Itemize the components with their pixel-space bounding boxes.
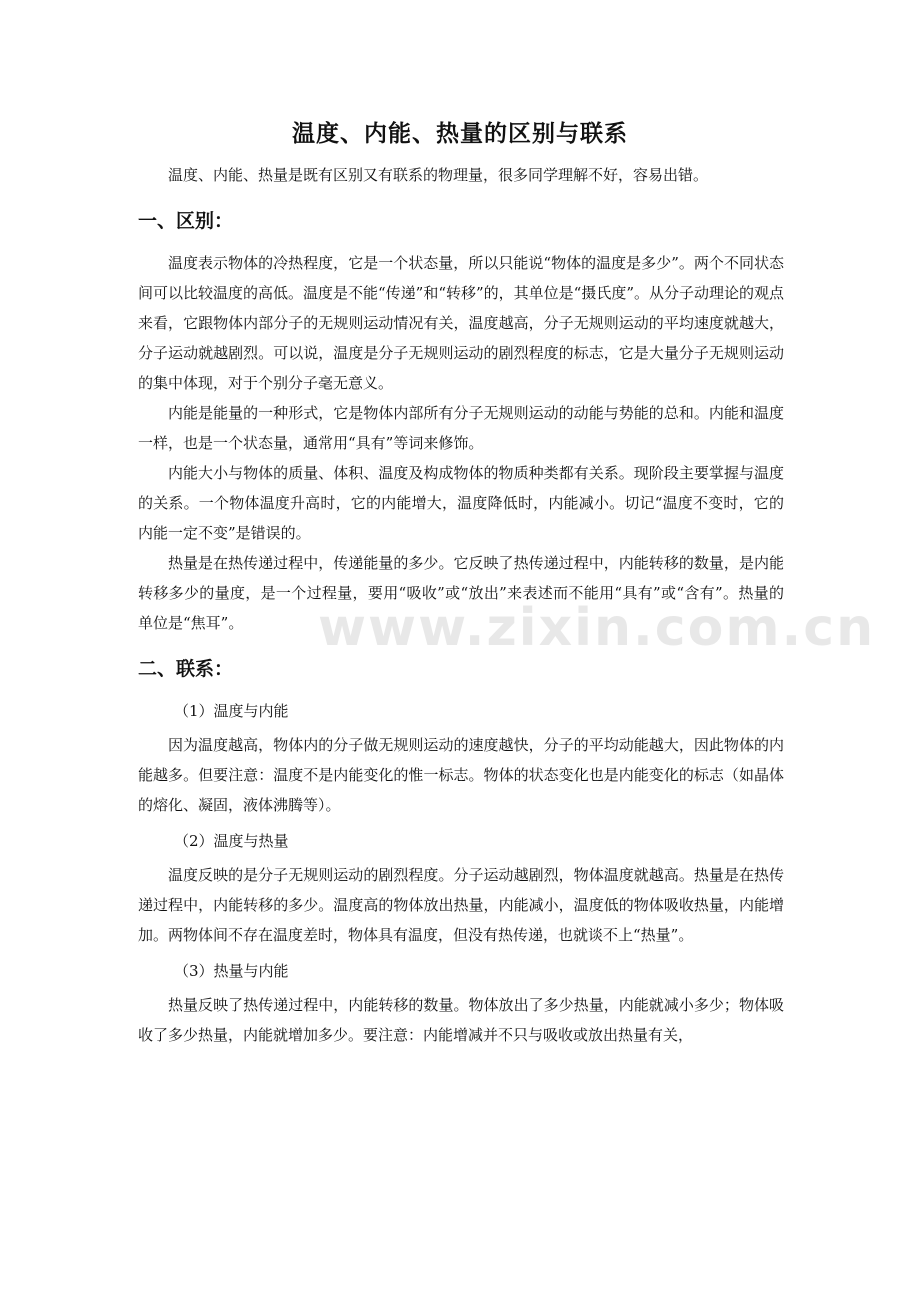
document-body xyxy=(138,160,876,1050)
paragraph-internal-energy-factors: 内能大小与物体的质量、体积、温度及构成物体的物质种类都有关系。现阶段主要掌握与温度的关系。一个物体温度升高时，它的内能增大，温度降低时，内能减小。切记“温度不变时，它的内能一定不变”是错误的。 xyxy=(138,464,784,542)
section-heading-difference: 一、区别： xyxy=(138,210,234,232)
paragraph-temperature-heat: 温度反映的是分子无规则运动的剧烈程度。分子运动越剧烈，物体温度就越高。热量是在热传递过程中，内能转移的多少。温度高的物体放出热量，内能减小，温度低的物体吸收热量，内能增加。两物体间不存在温度差时，物体具有温度，但没有热传递，也就谈不上“热量”。 xyxy=(138,866,784,944)
paragraph-heat-internal-energy: 热量反映了热传递过程中，内能转移的数量。物体放出了多少热量，内能就减小多少；物体吸收了多少热量，内能就增加多少。要注意：内能增减并不只与吸收或放出热量有关， xyxy=(138,996,784,1044)
intro-paragraph: 温度、内能、热量是既有区别又有联系的物理量，很多同学理解不好，容易出错。 xyxy=(168,166,709,184)
page-title: 温度、内能、热量的区别与联系 xyxy=(292,121,628,147)
watermark: www.zixin.com.cn xyxy=(318,598,876,658)
subheading-temperature-heat: （2）温度与热量 xyxy=(174,832,289,850)
paragraph-internal-energy: 内能是能量的一种形式，它是物体内部所有分子无规则运动的动能与势能的总和。内能和温度一样，也是一个状态量，通常用“具有”等词来修饰。 xyxy=(138,404,784,452)
paragraph-temperature: 温度表示物体的冷热程度，它是一个状态量，所以只能说“物体的温度是多少”。两个不同状态间可以比较温度的高低。温度是不能“传递”和“转移”的，其单位是“摄氏度”。从分子动理论的观点来看，它跟物体内部分子的无规则运动情况有关，温度越高，分子无规则运动的平均速度就越大，分子运动就越剧烈。可以说，温度是分子无规则运动的剧烈程度的标志，它是大量分子无规则运动的集中体现，对于个别分子毫无意义。 xyxy=(138,254,785,392)
paragraph-heat: 热量是在热传递过程中，传递能量的多少。它反映了热传递过程中，内能转移的数量，是内能转移多少的量度，是一个过程量，要用“吸收”或“放出”来表述而不能用“具有”或“含有”。热量的单位是“焦耳”。 xyxy=(138,554,784,632)
subheading-temperature-internal-energy: （1）温度与内能 xyxy=(174,702,289,720)
section-heading-relation: 二、联系： xyxy=(138,658,234,680)
paragraph-temperature-internal-energy: 因为温度越高，物体内的分子做无规则运动的速度越快，分子的平均动能越大，因此物体的内能越多。但要注意：温度不是内能变化的惟一标志。物体的状态变化也是内能变化的标志（如晶体的熔化、凝固，液体沸腾等）。 xyxy=(138,736,784,814)
subheading-heat-internal-energy: （3）热量与内能 xyxy=(174,962,289,980)
